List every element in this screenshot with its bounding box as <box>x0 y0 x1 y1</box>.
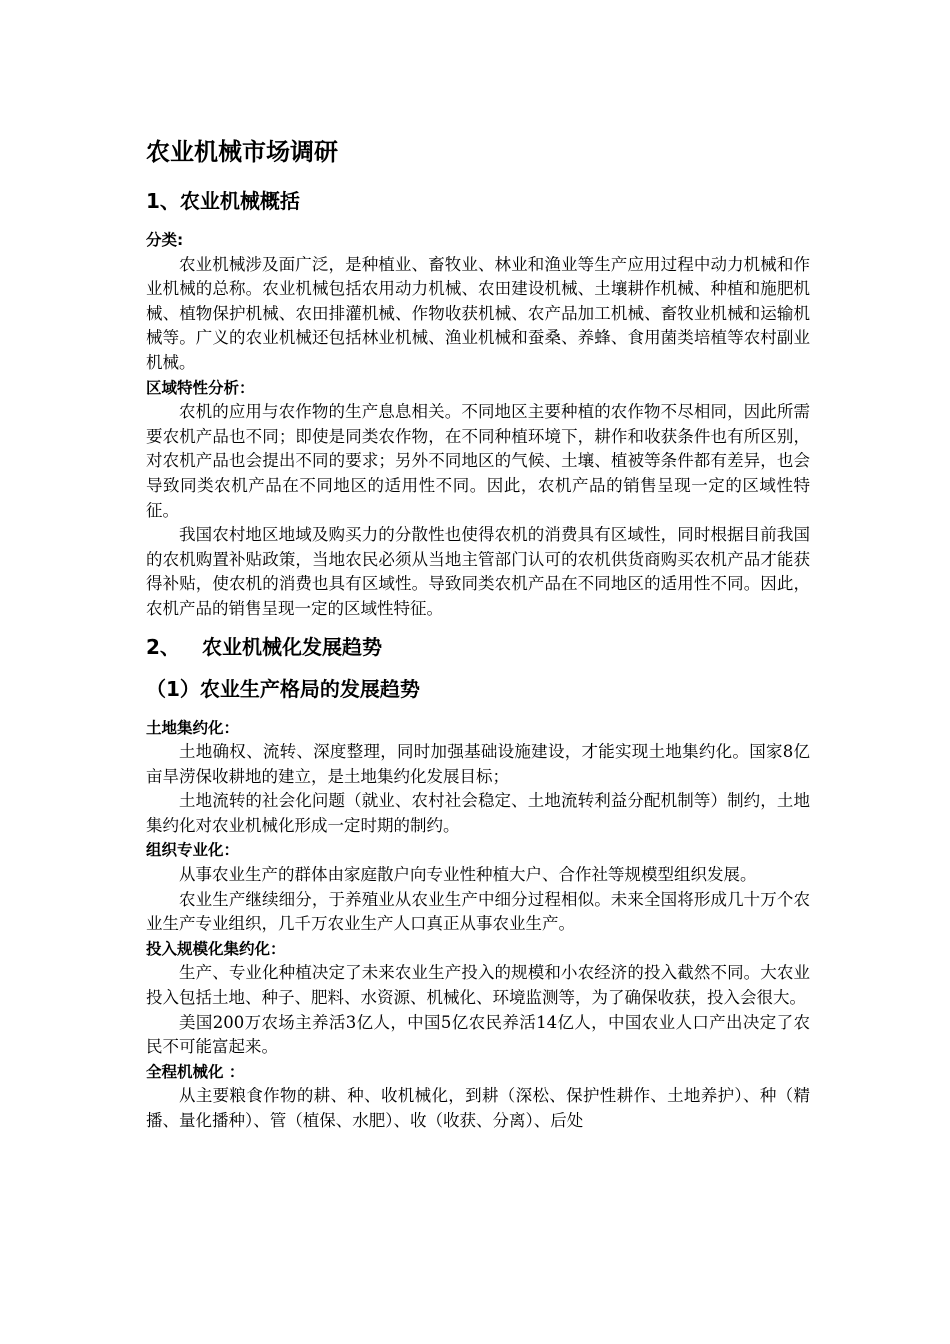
org-paragraph-1: 从事农业生产的群体由家庭散户向专业性种植大户、合作社等规模型组织发展。 <box>179 865 757 885</box>
regional-paragraph-1: 农机的应用与农作物的生产息息相关。不同地区主要种植的农作物不尽相同，因此所需要农机产品也不同；即使是同类农作物，在不同种植环境下，耕作和收获条件也有所区别，对农机产品也会提出不同的要求；另外不同地区的气候、土壤、植被等条件都有差异，也会导致同类农机产品在不同地区的适用性不同。因此，农机产品的销售呈现一定的区域性特征。 <box>146 402 810 520</box>
regional-paragraph-2: 我国农村地区地域及购买力的分散性也使得农机的消费具有区域性，同时根据目前我国的农机购置补贴政策，当地农民必须从当地主管部门认可的农机供货商购买农机产品才能获得补贴，使农机的消费也具有区域性。导致同类农机产品在不同地区的适用性不同。因此，农机产品的销售呈现一定的区域性特征。 <box>146 525 810 618</box>
org-label: 组织专业化： <box>146 841 240 860</box>
document-body <box>146 134 810 1134</box>
mech-paragraph-1: 从主要粮食作物的耕、种、收机械化，到耕（深松、保护性耕作、土地养护）、种（精播、量化播种）、管（植保、水肥）、收（收获、分离）、后处 <box>146 1086 810 1130</box>
input-paragraph-1: 生产、专业化种植决定了未来农业生产投入的规模和小农经济的投入截然不同。大农业投入包括土地、种子、肥料、水资源、机械化、环境监测等，为了确保收获，投入会很大。 <box>146 963 810 1008</box>
section-1-title: 农业机械概括 <box>179 189 300 213</box>
section-1-number: 1、 <box>146 189 180 213</box>
land-paragraph-1: 土地确权、流转、深度整理，同时加强基础设施建设，才能实现土地集约化。国家8亿亩旱涝保收耕地的建立，是土地集约化发展目标； <box>146 742 810 786</box>
regional-label: 区域特性分析： <box>146 378 255 397</box>
input-paragraph-2: 美国200万农场主养活3亿人，中国5亿农民养活14亿人，中国农业人口产出决定了农民不可能富起来。 <box>146 1012 810 1057</box>
subsection-1-heading: （1）农业生产格局的发展趋势 <box>146 676 420 701</box>
org-paragraph-2: 农业生产继续细分，于养殖业从农业生产中细分过程相似。未来全国将形成几十万个农业生产专业组织，几千万农业生产人口真正从事农业生产。 <box>146 889 810 934</box>
input-label: 投入规模化集约化： <box>146 939 286 958</box>
section-2-title: 农业机械化发展趋势 <box>202 634 382 659</box>
section-2-heading <box>146 632 810 662</box>
section-1-heading <box>146 186 810 216</box>
land-label: 土地集约化： <box>146 718 240 737</box>
section-2-number: 2、 <box>146 634 180 659</box>
classification-paragraph: 农业机械涉及面广泛，是种植业、畜牧业、林业和渔业等生产应用过程中动力机械和作业机械的总称。农业机械包括农用动力机械、农田建设机械、土壤耕作机械、种植和施肥机械、植物保护机械、农田排灌机械、作物收获机械、农产品加工机械、畜牧业机械和运输机械等。广义的农业机械还包括林业机械、渔业机械和蚕桑、养蜂、食用菌类培植等农村副业机械。 <box>146 254 810 372</box>
classification-label: 分类: <box>146 231 184 249</box>
land-paragraph-2: 土地流转的社会化问题（就业、农村社会稳定、土地流转利益分配机制等）制约，土地集约化对农业机械化形成一定时期的制约。 <box>146 791 810 835</box>
document-title: 农业机械市场调研 <box>146 138 338 166</box>
mech-label: 全程机械化 ： <box>146 1062 245 1081</box>
